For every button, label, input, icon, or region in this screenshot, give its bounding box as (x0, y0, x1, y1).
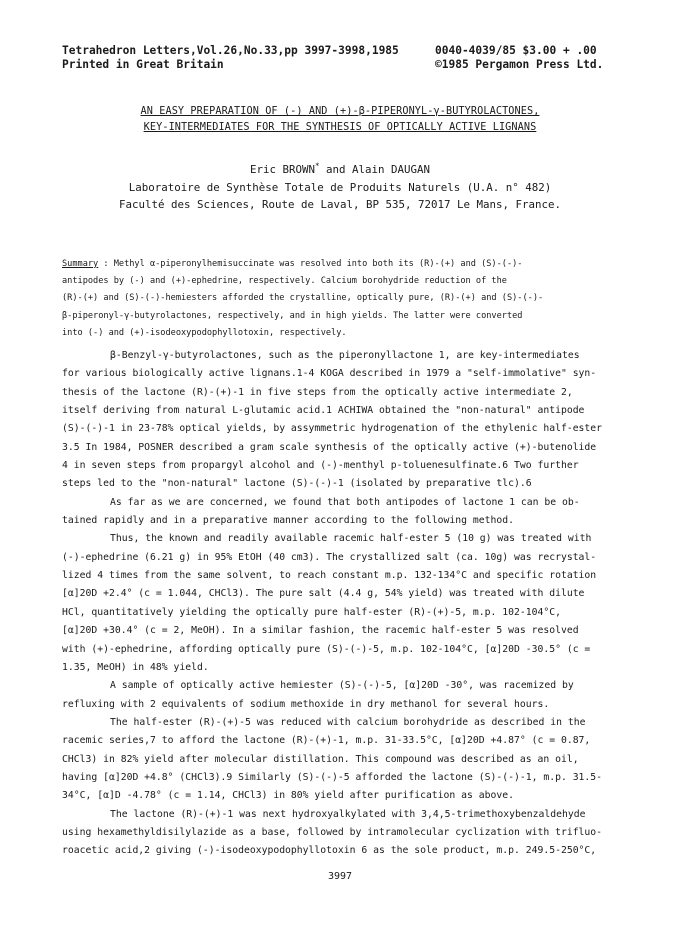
corresponding-star: * (314, 161, 320, 171)
body-line: with (+)-ephedrine, affording optically pure (S)-(-)-5, m.p. 102-104°C, [α]20D -30.5° (c = (62, 643, 591, 655)
body-line: HCl, quantitatively yielding the optically pure half-ester (R)-(+)-5, m.p. 102-104°C, (62, 606, 561, 618)
body-line: using hexamethyldisilylazide as a base, followed by intramolecular cyclization with trifluo- (62, 826, 603, 838)
body-line: 4 in seven steps from propargyl alcohol and (-)-menthyl p-toluenesulfinate.6 Two further (62, 460, 579, 472)
body-line: [α]20D +2.4° (c = 1.044, CHCl3). The pure salt (4.4 g, 54% yield) was treated with dilute (62, 588, 585, 600)
body-line: The half-ester (R)-(+)-5 was reduced with calcium borohydride as described in the (110, 716, 586, 728)
body-line: Thus, the known and readily available racemic half-ester 5 (10 g) was treated with (110, 533, 592, 545)
article-body (62, 347, 632, 861)
author-names (0, 161, 680, 179)
journal-header (62, 44, 604, 72)
body-line: 34°C, [α]D -4.78° (c = 1.14, CHCl3) in 80% yield after purification as above. (62, 790, 514, 802)
body-line: thesis of the lactone (R)-(+)-1 in five steps from the optically active intermediate 2, (62, 386, 573, 398)
header-citation: Tetrahedron Letters,Vol.26,No.33,pp 3997-3998,1985 (62, 44, 399, 57)
summary-line-2: antipodes by (-) and (+)-ephedrine, respectively. Calcium borohydride reduction of the (62, 276, 507, 287)
header-price: 0040-4039/85 $3.00 + .00 (435, 44, 597, 57)
body-line: As far as we are concerned, we found that both antipodes of lactone 1 can be ob- (110, 496, 580, 508)
body-line: having [α]20D +4.8° (CHCl3).9 Similarly (S)-(-)-5 afforded the lactone (S)-(-)-1, m.p. 31.5- (62, 771, 603, 783)
author-1: Eric BROWN (249, 163, 315, 176)
body-line: β-Benzyl-γ-butyrolactones, such as the piperonyllactone 1, are key-intermediates (110, 350, 580, 361)
body-line: itself deriving from natural L-glutamic acid.1 ACHIWA obtained the "non-natural" antipode (62, 405, 585, 417)
affiliation-2: Faculté des Sciences, Route de Laval, BP 535, 72017 Le Mans, France. (118, 198, 562, 211)
body-line: lized 4 times from the same solvent, to reach constant m.p. 132-134°C and specific rotation (62, 570, 597, 582)
body-line: steps led to the "non-natural" lactone (S)-(-)-1 (isolated by preparative tlc).6 (62, 478, 532, 490)
page-number: 3997 (327, 871, 353, 882)
body-line: CHCl3) in 82% yield after molecular distillation. This compound was described as an oil, (62, 753, 579, 765)
body-line: refluxing with 2 equivalents of sodium methoxide in dry methanol for several hours. (62, 698, 550, 710)
author-2: and Alain DAUGAN (319, 163, 431, 176)
title-line-2: KEY-INTERMEDIATES FOR THE SYNTHESIS OF OPTICALLY ACTIVE LIGNANS (143, 122, 537, 133)
body-line: [α]20D +30.4° (c = 2, MeOH). In a similar fashion, the racemic half-ester 5 was resolved (62, 625, 579, 637)
body-line: racemic series,7 to afford the lactone (R)-(+)-1, m.p. 31-33.5°C, [α]20D +4.87° (c = 0.87, (62, 735, 591, 747)
title-line-1: AN EASY PREPARATION OF (-) AND (+)-β-PIPERONYL-γ-BUTYROLACTONES, (140, 106, 540, 117)
summary-line-4: β-piperonyl-γ-butyrolactones, respectively, and in high yields. The latter were converted (62, 310, 523, 321)
body-line: 1.35, MeOH) in 48% yield. (62, 661, 209, 673)
body-line: The lactone (R)-(+)-1 was next hydroxyalkylated with 3,4,5-trimethoxybenzaldehyde (110, 808, 586, 820)
summary-abstract (62, 256, 622, 342)
article-title (0, 104, 680, 136)
body-line: (-)-ephedrine (6.21 g) in 95% EtOH (40 cm3). The crystallized salt (ca. 10g) was recrystal- (62, 551, 597, 563)
body-line: for various biologically active lignans.1-4 KOGA described in 1979 a "self-immolative" syn- (62, 368, 597, 380)
affiliation-1: Laboratoire de Synthèse Totale de Produits Naturels (U.A. n° 482) (128, 180, 552, 194)
header-printed: Printed in Great Britain (62, 58, 224, 71)
header-copyright: ©1985 Pergamon Press Ltd. (435, 58, 604, 71)
summary-line-3: (R)-(+) and (S)-(-)-hemiesters afforded the crystalline, optically pure, (R)-(+) and (S)-(-)- (62, 293, 544, 304)
summary-line-1: : Methyl α-piperonylhemisuccinate was resolved into both its (R)-(+) and (S)-(-)- (98, 259, 523, 269)
body-line: roacetic acid,2 giving (-)-isodeoxypodophyllotoxin 6 as the sole product, m.p. 249.5-250°C, (62, 845, 597, 857)
body-line: (S)-(-)-1 in 23-78% optical yields, by assymmetric hydrogenation of the ethylenic half-ester (62, 423, 603, 435)
body-line: tained rapidly and in a preparative manner according to the following method. (62, 515, 514, 527)
body-line: 3.5 In 1984, POSNER described a gram scale synthesis of the optically active (+)-butenolide (62, 441, 597, 453)
summary-line-5: into (-) and (+)-isodeoxypodophyllotoxin, respectively. (62, 327, 347, 338)
author-block (0, 161, 680, 214)
body-line: A sample of optically active hemiester (S)-(-)-5, [α]20D -30°, was racemized by (110, 680, 574, 692)
summary-label: Summary (62, 259, 99, 269)
